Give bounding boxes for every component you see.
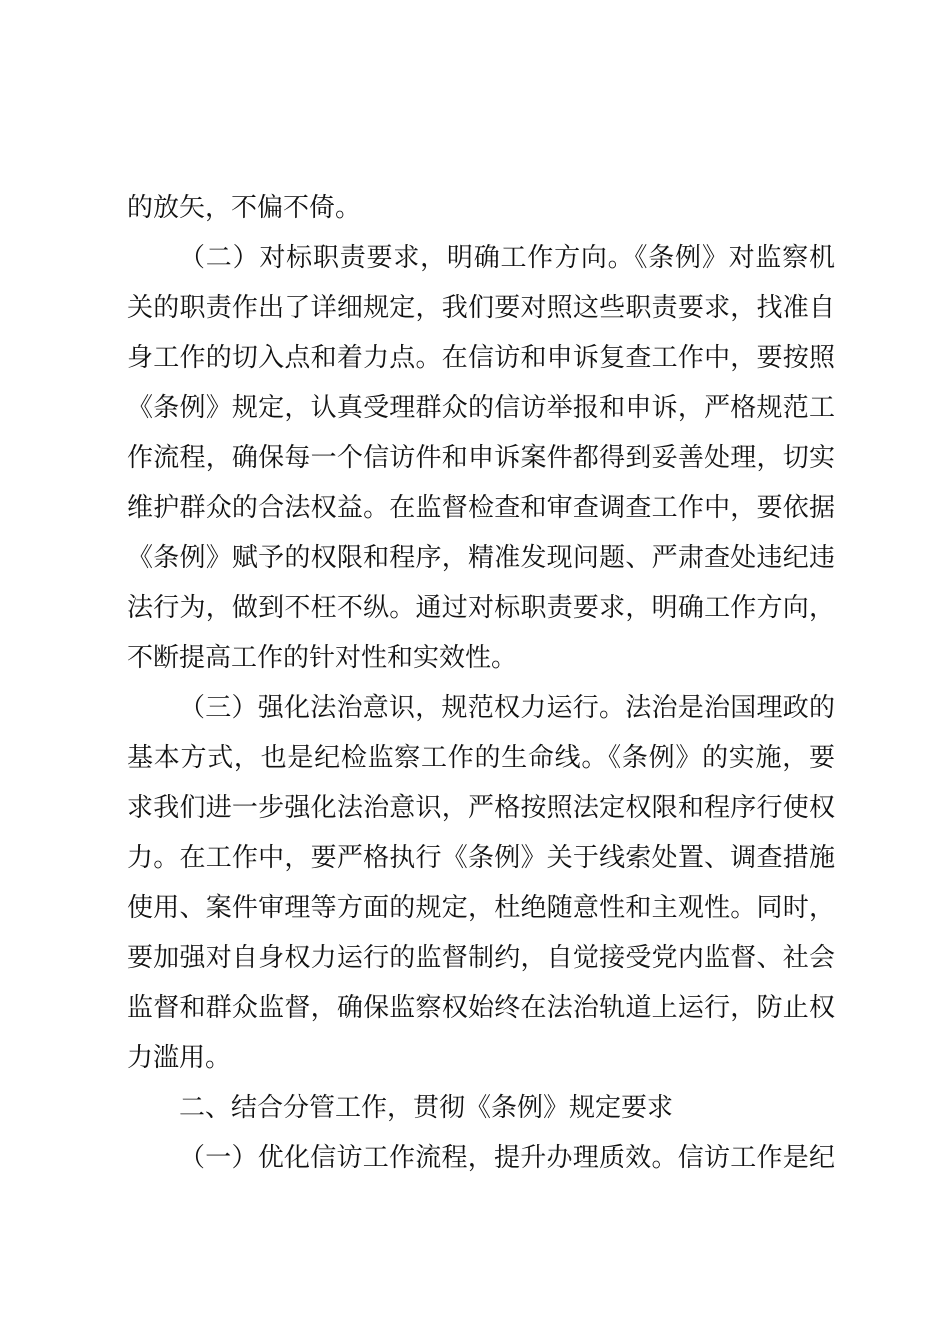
document-line: 作流程，确保每一个信访件和申诉案件都得到妥善处理，切实 (127, 443, 835, 473)
document-line: （三）强化法治意识，规范权力运行。法治是治国理政的 (179, 693, 835, 723)
document-line: 力滥用。 (127, 1043, 232, 1073)
document-line: 求我们进一步强化法治意识，严格按照法定权限和程序行使权 (127, 793, 835, 823)
document-line: 二、结合分管工作，贯彻《条例》规定要求 (179, 1093, 674, 1123)
document-line: 法行为，做到不枉不纵。通过对标职责要求，明确工作方向， (127, 593, 835, 623)
document-line: 《条例》规定，认真受理群众的信访举报和申诉，严格规范工 (127, 393, 835, 423)
document-line: 不断提高工作的针对性和实效性。 (127, 643, 518, 673)
document-line: 监督和群众监督，确保监察权始终在法治轨道上运行，防止权 (127, 993, 835, 1023)
document-line: （一）优化信访工作流程，提升办理质效。信访工作是纪 (179, 1143, 835, 1173)
document-line: 身工作的切入点和着力点。在信访和申诉复查工作中，要按照 (127, 343, 835, 373)
document-body (127, 183, 835, 1183)
document-line: 关的职责作出了详细规定，我们要对照这些职责要求，找准自 (127, 293, 835, 323)
document-line: 基本方式，也是纪检监察工作的生命线。《条例》的实施，要 (127, 743, 835, 773)
document-line: 要加强对自身权力运行的监督制约，自觉接受党内监督、社会 (127, 943, 835, 973)
document-line: 使用、案件审理等方面的规定，杜绝随意性和主观性。同时， (127, 893, 835, 923)
document-line: 力。在工作中，要严格执行《条例》关于线索处置、调查措施 (127, 843, 835, 873)
document-line: 维护群众的合法权益。在监督检查和审查调查工作中，要依据 (127, 493, 835, 523)
document-line: 《条例》赋予的权限和程序，精准发现问题、严肃查处违纪违 (127, 543, 835, 573)
document-line: （二）对标职责要求，明确工作方向。《条例》对监察机 (179, 243, 835, 273)
document-line: 的放矢，不偏不倚。 (127, 193, 362, 223)
